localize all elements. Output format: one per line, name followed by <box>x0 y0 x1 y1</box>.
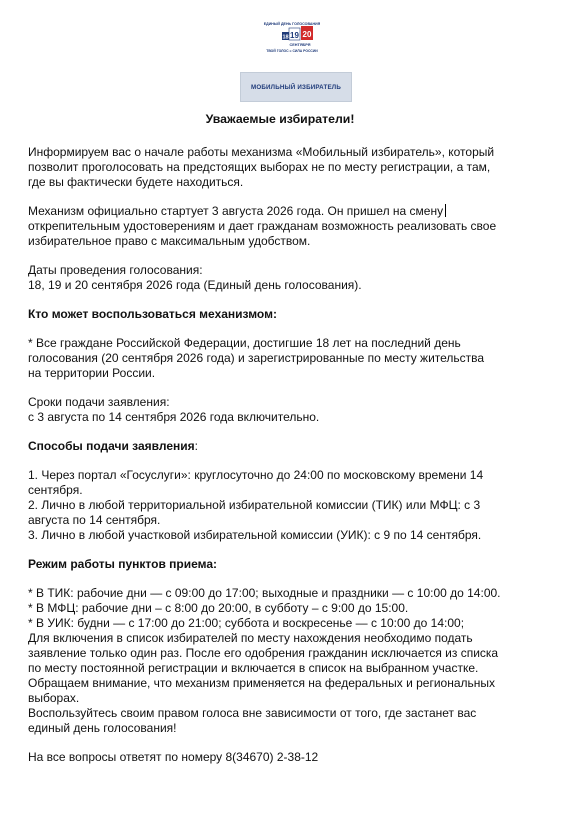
dates-paragraph <box>28 263 532 293</box>
hours-line: по месту постоянной регистрации и включается в список на выбранном участке. <box>28 661 479 675</box>
method-item: сентября. <box>28 483 83 497</box>
document-body <box>28 108 532 779</box>
who-line: * Все граждане Российской Федерации, достигшие 18 лет на последний день <box>28 336 461 350</box>
intro-line: позволит проголосовать на предстоящих выборах не по месту регистрации, а там, <box>28 160 491 174</box>
logo-slogan: ТВОЙ ГОЛОС = СИЛА РОССИИ <box>266 49 318 53</box>
hours-line: * В УИК: будни — с 17:00 до 21:00; суббота и воскресенье — с 10:00 до 14:00; <box>28 616 465 630</box>
logo-top-line: ЕДИНЫЙ ДЕНЬ ГОЛОСОВАНИЯ <box>263 22 321 26</box>
hours-line: * В МФЦ: рабочие дни – с 8:00 до 20:00, в субботу – с 9:00 до 15:00. <box>28 601 409 615</box>
mobile-voter-logo <box>240 72 352 102</box>
methods-list <box>28 468 532 543</box>
logo-day3: 20 <box>302 30 312 39</box>
mobile-voter-plate <box>240 72 352 102</box>
mechanism-paragraph <box>28 204 532 249</box>
method-item: 3. Лично в любой участковой избирательной комиссии (УИК): с 9 по 14 сентября. <box>28 528 482 542</box>
deadlines-value: с 3 августа по 14 сентября 2026 года включительно. <box>28 410 320 424</box>
logo-month: СЕНТЯБРЯ <box>289 43 311 47</box>
methods-heading-colon: : <box>194 439 198 453</box>
election-day-logo <box>262 20 322 62</box>
dates-label: Даты проведения голосования: <box>28 263 203 277</box>
method-item: августа по 14 сентября. <box>28 513 161 527</box>
methods-heading: Способы подачи заявления <box>28 439 195 453</box>
who-paragraph <box>28 336 532 381</box>
hours-line: заявление только один раз. После его одобрения гражданин исключается из списка <box>28 646 499 660</box>
dates-value: 18, 19 и 20 сентября 2026 года (Единый день голосования). <box>28 278 362 292</box>
hours-heading: Режим работы пунктов приема: <box>28 557 218 571</box>
method-item: 2. Лично в любой территориальной избирательной комиссии (ТИК) или МФЦ: с 3 <box>28 498 481 512</box>
contact-line: На все вопросы ответят по номеру 8(34670) 2-38-12 <box>28 750 319 764</box>
mechanism-line <box>28 204 532 219</box>
deadlines-paragraph <box>28 395 532 425</box>
mechanism-line: открепительным удостоверениям и дает гражданам возможность реализовать свое <box>28 219 497 233</box>
logo-day1: 18 <box>282 34 289 41</box>
intro-line: Информируем вас о начале работы механизма «Мобильный избиратель», который <box>28 145 495 159</box>
hours-paragraph <box>28 586 532 736</box>
logo-day2: 19 <box>290 31 299 40</box>
mechanism-line-text: Механизм официально стартует 3 августа 2026 года. Он пришел на смену <box>28 204 444 218</box>
hours-line: Для включения в список избирателей по месту нахождения необходимо подать <box>28 631 473 645</box>
page-title: Уважаемые избиратели! <box>205 112 355 126</box>
intro-paragraph <box>28 145 532 190</box>
deadlines-label: Сроки подачи заявления: <box>28 395 170 409</box>
text-cursor <box>445 204 446 217</box>
methods-heading-row <box>28 439 532 454</box>
intro-line: где вы фактически будете находиться. <box>28 175 244 189</box>
hours-line: единый день голосования! <box>28 721 177 735</box>
who-line: на территории России. <box>28 366 156 380</box>
hours-line: Обращаем внимание, что механизм применяется на федеральных и региональных <box>28 676 496 690</box>
mobile-voter-label: МОБИЛЬНЫЙ ИЗБИРАТЕЛЬ <box>251 83 341 91</box>
who-heading: Кто может воспользоваться механизмом: <box>28 307 277 321</box>
hours-line: Воспользуйтесь своим правом голоса вне зависимости от того, где застанет вас <box>28 706 477 720</box>
method-item: 1. Через портал «Госуслуги»: круглосуточно до 24:00 по московскому времени 14 <box>28 468 484 482</box>
mechanism-line: избирательное право с максимальным удобством. <box>28 234 311 248</box>
who-line: голосования (20 сентября 2026 года) и зарегистрированные по месту жительства <box>28 351 485 365</box>
hours-line: выборах. <box>28 691 80 705</box>
hours-line: * В ТИК: рабочие дни — с 09:00 до 17:00; выходные и праздники — с 10:00 до 14:00. <box>28 586 501 600</box>
